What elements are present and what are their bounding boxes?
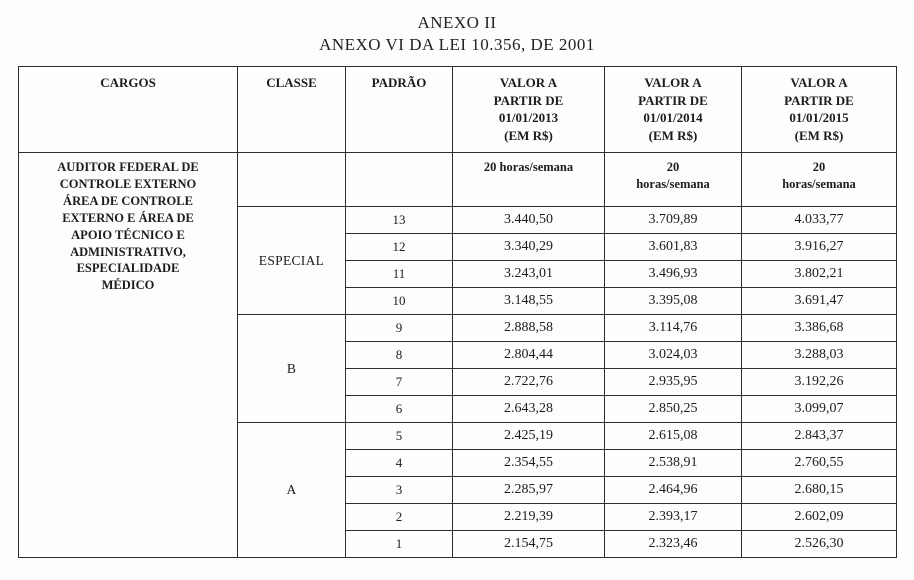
header-padrao: PADRÃO — [346, 67, 453, 153]
value-cell-2014: 2.615,08 — [605, 423, 742, 450]
padrao-cell: 1 — [346, 531, 453, 558]
table-subheader-row — [19, 153, 897, 207]
value-cell-2015: 3.916,27 — [742, 234, 897, 261]
value-cell-2015: 2.602,09 — [742, 504, 897, 531]
padrao-cell: 10 — [346, 288, 453, 315]
value-cell-2014: 2.464,96 — [605, 477, 742, 504]
subheader-2014: 20 horas/semana — [605, 153, 742, 207]
value-cell-2015: 3.691,47 — [742, 288, 897, 315]
value-cell-2015: 3.192,26 — [742, 369, 897, 396]
padrao-cell: 3 — [346, 477, 453, 504]
header-valor-2014: VALOR A PARTIR DE 01/01/2014 (EM R$) — [605, 67, 742, 153]
classe-cell-a: A — [238, 423, 346, 558]
value-cell-2015: 2.526,30 — [742, 531, 897, 558]
value-cell-2014: 3.601,83 — [605, 234, 742, 261]
padrao-cell: 12 — [346, 234, 453, 261]
padrao-cell: 4 — [346, 450, 453, 477]
padrao-cell: 11 — [346, 261, 453, 288]
value-cell-2014: 2.850,25 — [605, 396, 742, 423]
title-line-1: ANEXO II — [417, 13, 497, 32]
padrao-cell: 8 — [346, 342, 453, 369]
header-cargos: CARGOS — [19, 67, 238, 153]
value-cell-2014: 3.395,08 — [605, 288, 742, 315]
value-cell-2014: 2.323,46 — [605, 531, 742, 558]
value-cell-2015: 3.386,68 — [742, 315, 897, 342]
value-cell-2015: 2.843,37 — [742, 423, 897, 450]
value-cell-2014: 2.393,17 — [605, 504, 742, 531]
value-cell-2013: 2.643,28 — [453, 396, 605, 423]
value-cell-2013: 3.340,29 — [453, 234, 605, 261]
value-cell-2014: 3.024,03 — [605, 342, 742, 369]
header-valor-2015: VALOR A PARTIR DE 01/01/2015 (EM R$) — [742, 67, 897, 153]
salary-table — [18, 66, 897, 558]
value-cell-2013: 3.440,50 — [453, 207, 605, 234]
value-cell-2015: 3.802,21 — [742, 261, 897, 288]
padrao-cell: 13 — [346, 207, 453, 234]
value-cell-2013: 3.243,01 — [453, 261, 605, 288]
value-cell-2014: 2.538,91 — [605, 450, 742, 477]
table-header-row — [19, 67, 897, 153]
subheader-classe-empty — [238, 153, 346, 207]
header-classe: CLASSE — [238, 67, 346, 153]
value-cell-2014: 2.935,95 — [605, 369, 742, 396]
value-cell-2014: 3.496,93 — [605, 261, 742, 288]
value-cell-2013: 2.219,39 — [453, 504, 605, 531]
value-cell-2013: 2.154,75 — [453, 531, 605, 558]
header-valor-2013: VALOR A PARTIR DE 01/01/2013 (EM R$) — [453, 67, 605, 153]
subheader-padrao-empty — [346, 153, 453, 207]
value-cell-2015: 3.099,07 — [742, 396, 897, 423]
padrao-cell: 5 — [346, 423, 453, 450]
padrao-cell: 2 — [346, 504, 453, 531]
value-cell-2013: 3.148,55 — [453, 288, 605, 315]
cargo-cell: AUDITOR FEDERAL DE CONTROLE EXTERNO ÁREA DE CONTROLE EXTERNO E ÁREA DE APOIO TÉCNICO E ADMINISTRATIVO, ESPECIALIDADE MÉDICO — [19, 153, 238, 558]
value-cell-2015: 2.760,55 — [742, 450, 897, 477]
document-title — [0, 12, 914, 56]
subheader-2013: 20 horas/semana — [453, 153, 605, 207]
value-cell-2013: 2.888,58 — [453, 315, 605, 342]
padrao-cell: 9 — [346, 315, 453, 342]
value-cell-2014: 3.709,89 — [605, 207, 742, 234]
padrao-cell: 6 — [346, 396, 453, 423]
classe-cell-especial: ESPECIAL — [238, 207, 346, 315]
value-cell-2015: 4.033,77 — [742, 207, 897, 234]
value-cell-2013: 2.354,55 — [453, 450, 605, 477]
value-cell-2015: 3.288,03 — [742, 342, 897, 369]
value-cell-2013: 2.285,97 — [453, 477, 605, 504]
subheader-2015: 20 horas/semana — [742, 153, 897, 207]
value-cell-2013: 2.804,44 — [453, 342, 605, 369]
padrao-cell: 7 — [346, 369, 453, 396]
value-cell-2013: 2.425,19 — [453, 423, 605, 450]
title-line-2: ANEXO VI DA LEI 10.356, DE 2001 — [319, 35, 595, 55]
classe-cell-b: B — [238, 315, 346, 423]
value-cell-2013: 2.722,76 — [453, 369, 605, 396]
value-cell-2015: 2.680,15 — [742, 477, 897, 504]
value-cell-2014: 3.114,76 — [605, 315, 742, 342]
